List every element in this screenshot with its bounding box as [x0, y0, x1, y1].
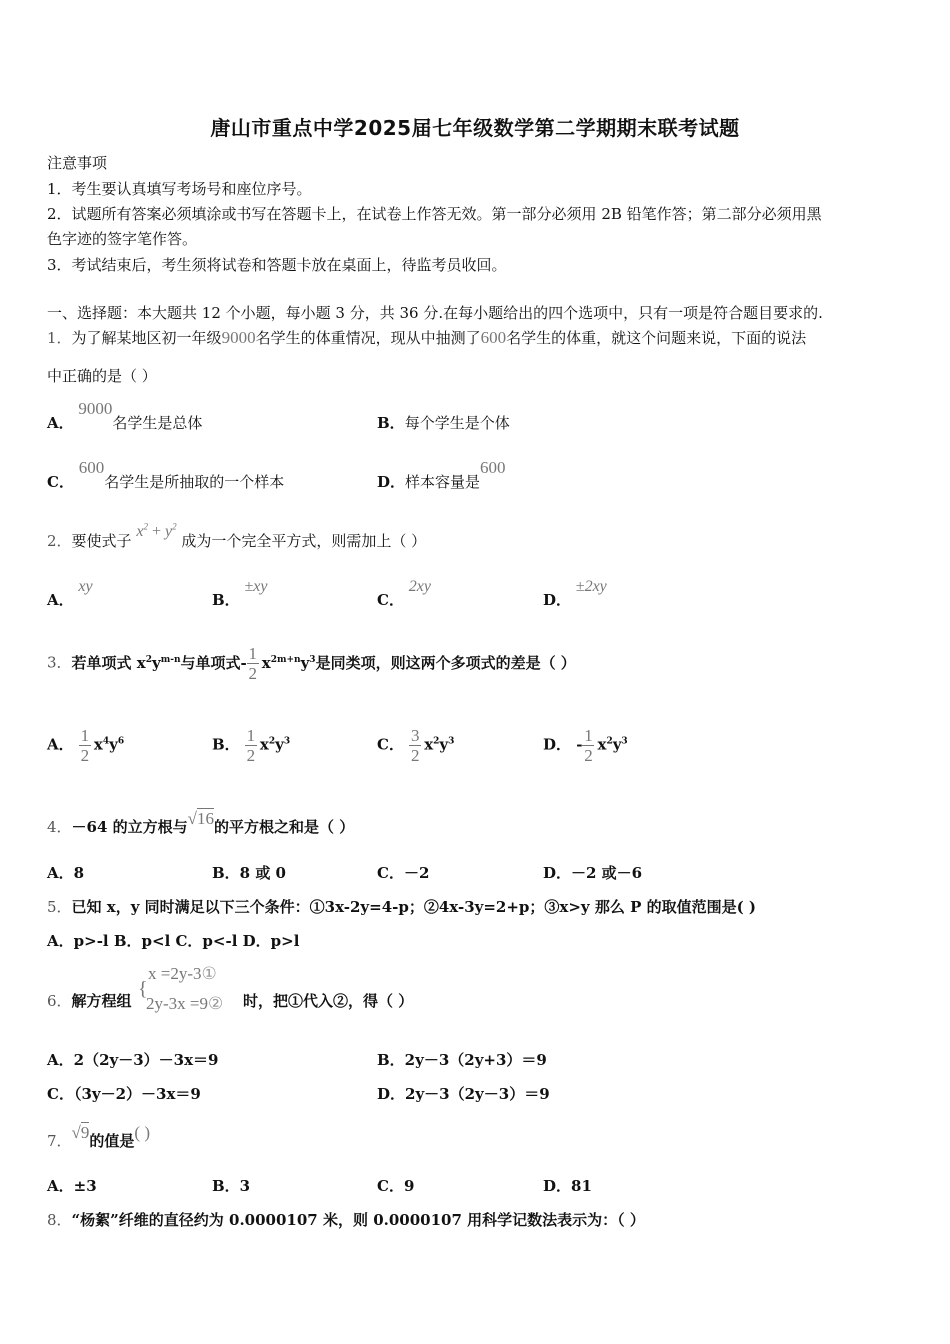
option-label: D． — [543, 735, 572, 754]
fraction: $\frac{1}{2}$ — [248, 644, 257, 683]
notice-item-2: 2．试题所有答案必须填涂或书写在答题卡上，在试卷上作答无效。第一部分必须用 2B 铅笔作答；第二部分必须用黑 — [47, 205, 822, 223]
option-1A — [47, 399, 203, 433]
option-label: B． — [212, 735, 240, 754]
option-label: C． — [377, 735, 404, 754]
option-3D: D． - $\frac{1}{2}$ $x^2y^3$ — [543, 726, 628, 765]
option-7A: A．±3 — [47, 1177, 97, 1195]
option-4A: A．8 — [47, 864, 85, 882]
option-6D: D．2y－3（2y－3）＝9 — [377, 1085, 550, 1103]
option-2A — [47, 578, 93, 610]
question-3: 3．若单项式 $x^2y^{m-n}$与单项式- $\frac{1}{2}$ $x^{2m+n}y^3$是同类项，则这两个多项式的差是（ ） — [47, 644, 576, 683]
question-4 — [47, 809, 355, 837]
question-number: 1． — [47, 329, 72, 347]
fraction: $\frac{1}{2}$ — [80, 726, 90, 765]
equation-2: 2y-3x =9② — [146, 994, 224, 1013]
option-text: 每个学生是个体 — [404, 414, 510, 432]
option-7C: C．9 — [377, 1177, 415, 1195]
option-label: D． — [543, 591, 572, 609]
option-label: C． — [377, 591, 404, 609]
math-value: 600 — [480, 328, 507, 347]
option-7D: D．81 — [543, 1177, 592, 1195]
question-5-options: A．p>-l B．p<l C．p<-l D．p>l — [47, 932, 300, 950]
option-label: A． — [47, 735, 74, 754]
option-3C: C． $\frac{3}{2}$ $x^2y^3$ — [377, 726, 455, 765]
answer-blank: ( ) — [134, 1123, 150, 1142]
option-1C — [47, 458, 285, 492]
option-4B: B．8 或 0 — [212, 864, 286, 882]
option-label: D． — [377, 473, 406, 491]
question-8 — [47, 1209, 645, 1230]
option-4C: C．－2 — [377, 864, 430, 882]
math-value: xy — [78, 578, 93, 595]
option-6B: B．2y－3（2y+3）＝9 — [377, 1051, 547, 1069]
page-title: 唐山市重点中学2025届七年级数学第二学期期末联考试题 — [210, 116, 740, 140]
notice-item-1: 1．考生要认真填写考场号和座位序号。 — [47, 180, 312, 198]
question-6 — [47, 990, 132, 1011]
math-value: ±2xy — [575, 578, 607, 595]
system-brace: { — [138, 978, 148, 1000]
option-label: A． — [47, 414, 74, 432]
equation-1: x =2y-3① — [148, 964, 217, 983]
option-1B — [377, 412, 510, 433]
option-6A: A．2（2y－3）－3x＝9 — [47, 1051, 219, 1069]
question-5 — [47, 896, 756, 917]
option-label: C． — [47, 473, 74, 491]
option-2C — [377, 578, 431, 610]
question-1 — [47, 327, 806, 348]
question-number: 5． — [47, 898, 72, 916]
section-heading: 一、选择题：本大题共 12 个小题，每小题 3 分，共 36 分.在每小题给出的四个选项中，只有一项是符合题目要求的. — [47, 304, 823, 322]
option-label: B． — [377, 414, 405, 432]
question-number: 2． — [47, 532, 72, 550]
question-text: 的值是 — [89, 1132, 135, 1150]
option-label: B． — [212, 591, 240, 609]
question-text: －64 的立方根与 — [71, 818, 188, 836]
question-number: 6． — [47, 992, 72, 1010]
notice-item-2-cont: 色字迹的签字笔作答。 — [47, 230, 198, 248]
question-text: 解方程组 — [71, 992, 132, 1010]
notice-item-3: 3．考试结束后，考生须将试卷和答题卡放在桌面上，待监考员收回。 — [47, 256, 507, 274]
math-value: 2xy — [408, 578, 431, 595]
option-7B: B．3 — [212, 1177, 251, 1195]
math-value: 9000 — [78, 399, 113, 418]
option-3A: A． $\frac{1}{2}$ $x^4y^6$ — [47, 726, 125, 765]
option-text: 样本容量是 — [405, 473, 481, 491]
question-2 — [47, 521, 427, 551]
option-text: 名学生是总体 — [112, 414, 203, 432]
sqrt-expression: √9 — [71, 1123, 90, 1142]
question-number: 3． — [47, 653, 72, 672]
question-text: 名学生的体重，就这个问题来说，下面的说法 — [506, 329, 807, 347]
question-number: 7． — [47, 1132, 72, 1150]
question-text: 成为一个完全平方式，则需加上（ ） — [181, 532, 427, 550]
option-1D — [377, 458, 506, 492]
notice-heading: 注意事项 — [47, 154, 108, 172]
option-text: 名学生是所抽取的一个样本 — [104, 473, 285, 491]
fraction: $\frac{1}{2}$ — [246, 726, 256, 765]
math-value: 600 — [78, 458, 105, 477]
question-1-cont: 中正确的是（ ） — [47, 367, 157, 385]
option-2B — [212, 578, 268, 610]
option-6C: C．（3y－2）－3x＝9 — [47, 1085, 201, 1103]
question-7 — [47, 1123, 150, 1151]
sqrt-expression: √16 — [187, 809, 214, 828]
question-text: 已知 x，y 同时满足以下三个条件：①3x-2y=4-p；②4x-3y=2+p；③x>y 那么 P 的取值范围是( ) — [71, 898, 757, 916]
math-value: 9000 — [221, 328, 256, 347]
option-4D: D．－2 或－6 — [543, 864, 643, 882]
math-value: ±xy — [244, 578, 268, 595]
fraction: $\frac{1}{2}$ — [584, 726, 593, 765]
option-3B: B． $\frac{1}{2}$ $x^2y^3$ — [212, 726, 291, 765]
question-text: 名学生的体重情况，现从中抽测了 — [255, 329, 481, 347]
question-number: 8． — [47, 1211, 72, 1229]
option-label: A． — [47, 591, 74, 609]
question-text: “杨絮”纤维的直径约为 0.0000107 米，则 0.0000107 用科学记数法表示为：（ ） — [71, 1211, 645, 1229]
question-text: 为了解某地区初一年级 — [71, 329, 222, 347]
question-text: 的平方根之和是（ ） — [214, 818, 355, 836]
option-2D — [543, 578, 607, 610]
fraction: $\frac{3}{2}$ — [410, 726, 420, 765]
question-6-text: 时，把①代入②，得（ ） — [243, 992, 414, 1010]
question-text: 要使式子 — [71, 532, 132, 550]
question-number: 4． — [47, 818, 72, 836]
math-expression: $x^2 + y^2$ — [136, 521, 177, 540]
math-value: 600 — [480, 458, 506, 477]
